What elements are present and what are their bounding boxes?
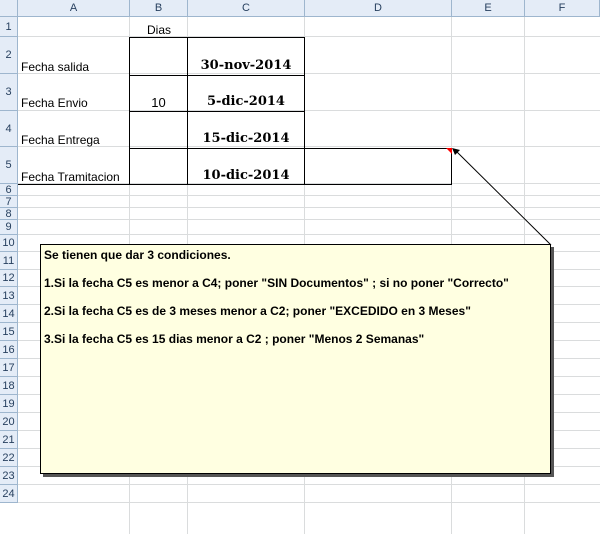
cell-c4[interactable]: 15-dic-2014 xyxy=(202,131,290,146)
row-header-9[interactable]: 9 xyxy=(0,220,18,235)
row-header-4[interactable]: 4 xyxy=(0,111,18,147)
row-header-3[interactable]: 3 xyxy=(0,74,18,111)
row-header-2[interactable]: 2 xyxy=(0,37,18,74)
comment-line: Se tienen que dar 3 condiciones. xyxy=(44,248,231,262)
row-header-18[interactable]: 18 xyxy=(0,377,18,395)
row-header-1[interactable]: 1 xyxy=(0,17,18,37)
column-header-b[interactable]: B xyxy=(130,0,188,17)
cell-b3[interactable]: 10 xyxy=(151,95,166,110)
row-header-11[interactable]: 11 xyxy=(0,252,18,270)
row-header-21[interactable]: 21 xyxy=(0,431,18,449)
row-header-10[interactable]: 10 xyxy=(0,235,18,252)
row-header-5[interactable]: 5 xyxy=(0,147,18,184)
row-header-6[interactable]: 6 xyxy=(0,184,18,196)
row-header-19[interactable]: 19 xyxy=(0,395,18,413)
row-header-7[interactable]: 7 xyxy=(0,196,18,208)
row-header-23[interactable]: 23 xyxy=(0,467,18,485)
row-header-15[interactable]: 15 xyxy=(0,323,18,341)
comment-box[interactable] xyxy=(40,244,551,474)
row-header-20[interactable]: 20 xyxy=(0,413,18,431)
cell-a4[interactable]: Fecha Entrega xyxy=(21,133,100,147)
column-header-f[interactable]: F xyxy=(525,0,600,17)
column-header-c[interactable]: C xyxy=(188,0,305,17)
cell-c2[interactable]: 30-nov-2014 xyxy=(200,58,292,73)
row-header-13[interactable]: 13 xyxy=(0,287,18,305)
row-header-22[interactable]: 22 xyxy=(0,449,18,467)
row-header-14[interactable]: 14 xyxy=(0,305,18,323)
row-header-17[interactable]: 17 xyxy=(0,359,18,377)
row-header-24[interactable]: 24 xyxy=(0,485,18,503)
cell-c3[interactable]: 5-dic-2014 xyxy=(207,94,285,109)
column-header-a[interactable]: A xyxy=(18,0,130,17)
row-header-8[interactable]: 8 xyxy=(0,208,18,220)
row-header-16[interactable]: 16 xyxy=(0,341,18,359)
row-header-12[interactable]: 12 xyxy=(0,270,18,287)
cell-a2[interactable]: Fecha salida xyxy=(21,60,90,74)
cell-a3[interactable]: Fecha Envio xyxy=(21,96,88,110)
comment-line: 2.Si la fecha C5 es de 3 meses menor a C2; poner "EXCEDIDO en 3 Meses" xyxy=(44,304,471,318)
comment-line: 1.Si la fecha C5 es menor a C4; poner "SIN Documentos" ; si no poner "Correcto" xyxy=(44,276,509,290)
comment-indicator-icon xyxy=(446,148,452,154)
column-header-d[interactable]: D xyxy=(305,0,452,17)
comment-line: 3.Si la fecha C5 es 15 dias menor a C2 ; poner "Menos 2 Semanas" xyxy=(44,332,425,346)
cell-b1[interactable]: Dias xyxy=(147,23,172,37)
cell-c5[interactable]: 10-dic-2014 xyxy=(202,168,290,183)
cell-a5[interactable]: Fecha Tramitacion xyxy=(21,170,120,184)
column-header-e[interactable]: E xyxy=(452,0,525,17)
